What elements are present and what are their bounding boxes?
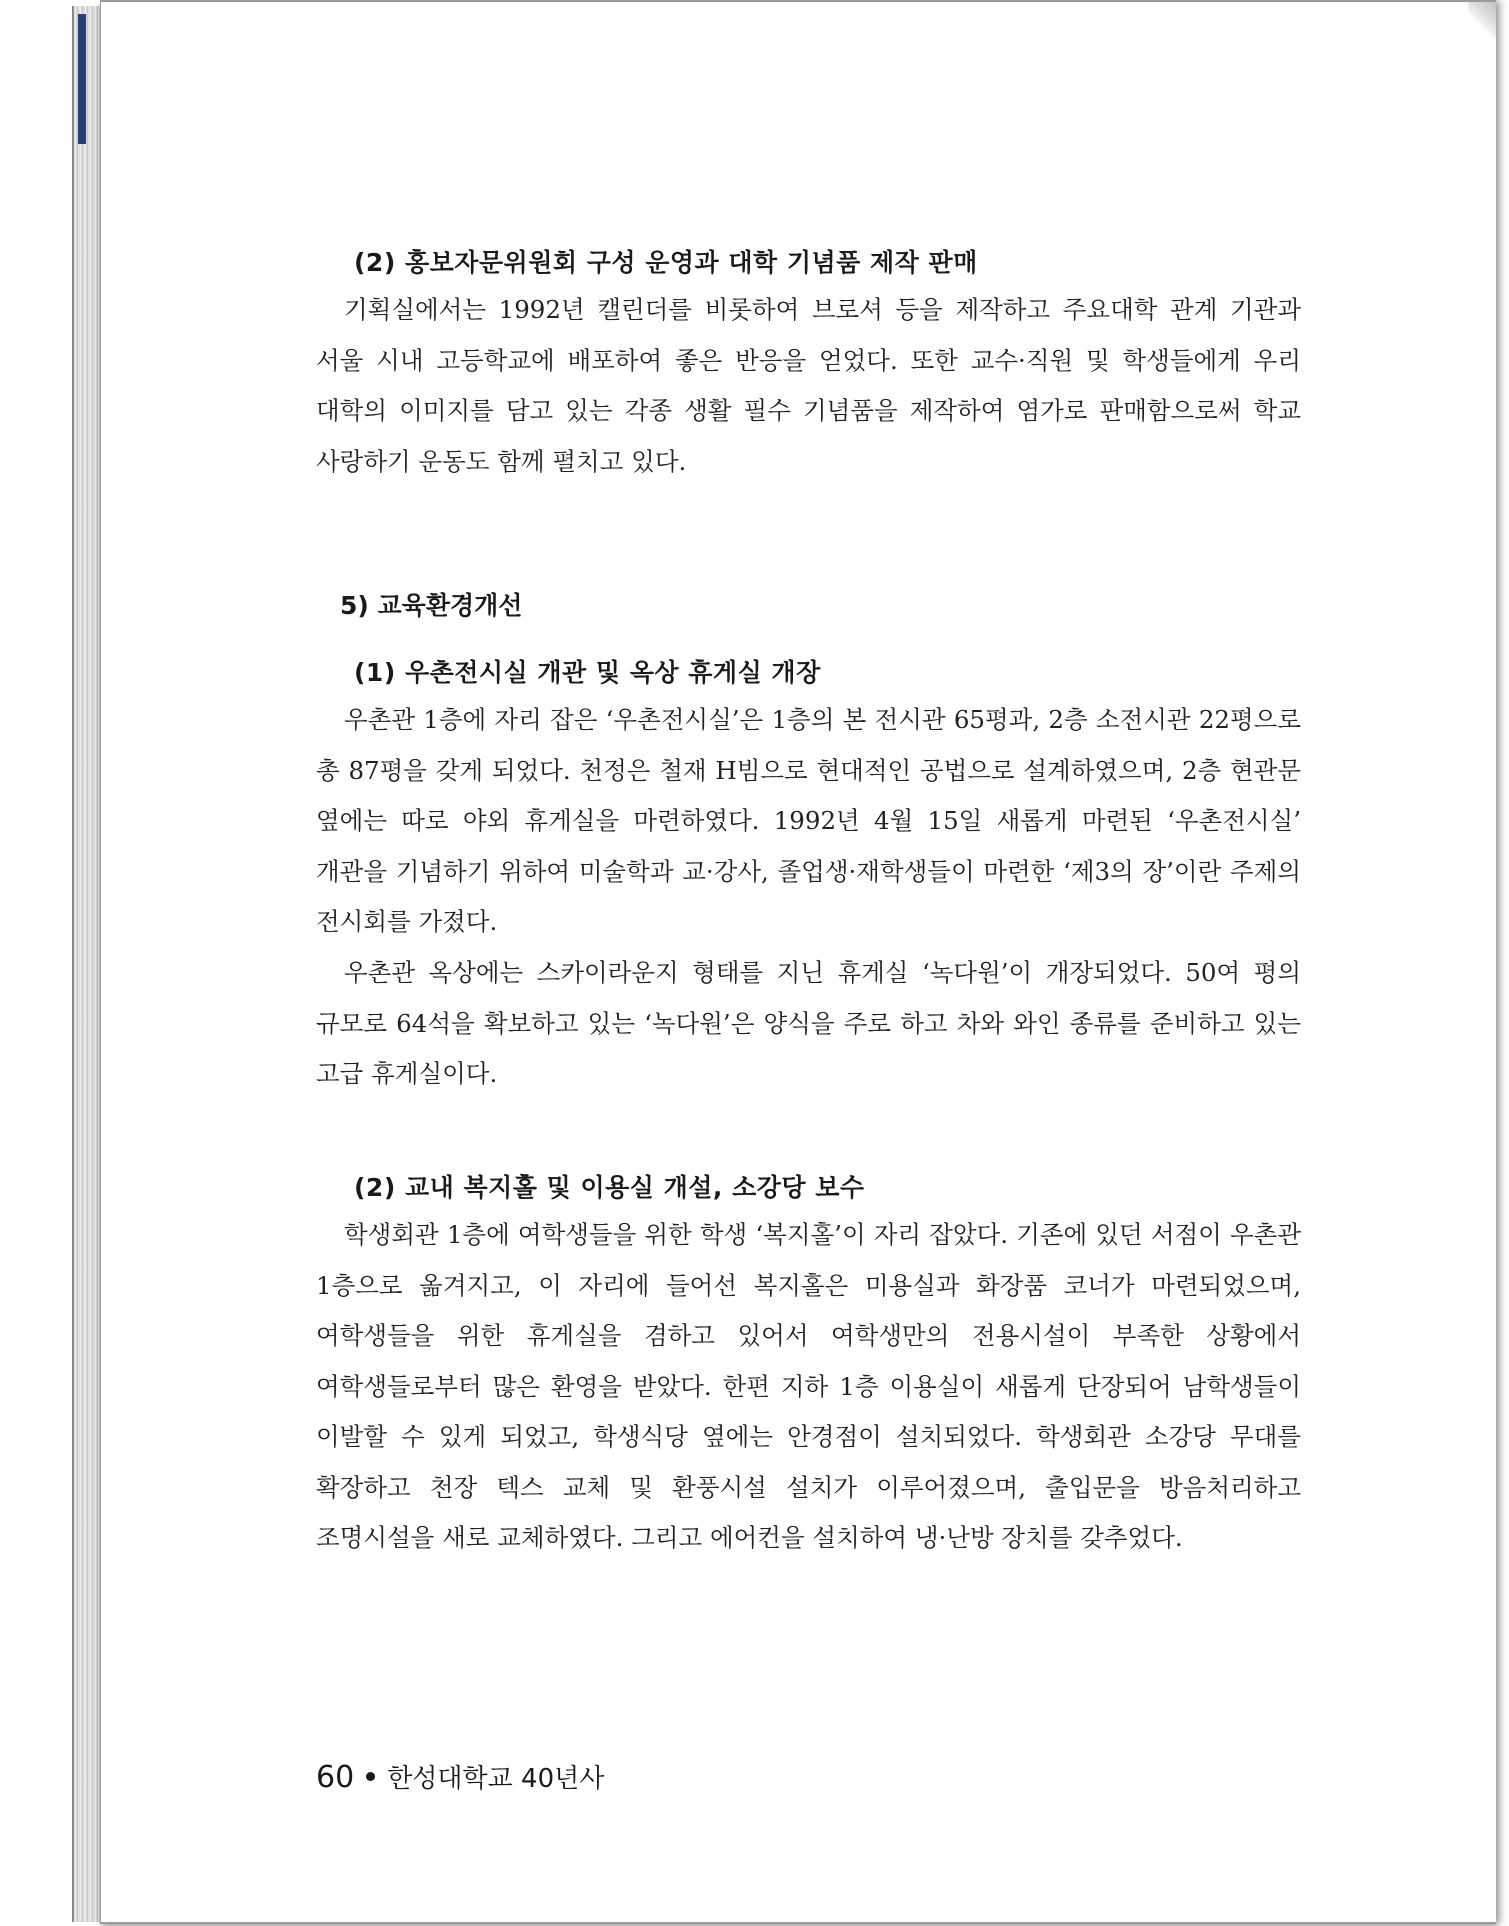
section-title-exhibition-hall: (1) 우촌전시실 개관 및 옥상 휴게실 개장 bbox=[354, 658, 821, 687]
page-footer bbox=[316, 1758, 604, 1795]
page-number: 60 bbox=[316, 1760, 355, 1795]
section-title-promotion: (2) 홍보자문위원회 구성 운영과 대학 기념품 제작 판매 bbox=[354, 248, 978, 277]
paragraph-welfare-hall: 학생회관 1층에 여학생들을 위한 학생 ‘복지홀’이 자리 잡았다. 기존에 있던 서점이 우촌관 1층으로 옮겨지고, 이 자리에 들어선 복지홀은 미용실과 화장품 코너가 마련되었으며, 여학생들을 위한 휴게실을 겸하고 있어서 여학생만의 전용시설이 부족한 상황에서 여학생들로부터 많은 환영을 받았다. 한편 지하 1층 이용실이 새롭게 단장되어 남학생들이 이발할 수 있게 되었고, 학생식당 옆에는 안경점이 설치되었다. 학생회관 소강당 무대를 확장하고 천장 텍스 교체 및 환풍시설 설치가 이루어졌으며, 출입문을 방음처리하고 조명시설을 새로 교체하였다. 그리고 에어컨을 설치하여 냉·난방 장치를 갖추었다. bbox=[316, 1220, 1301, 1552]
page-curl bbox=[1468, 2, 1496, 42]
book-spine-mark bbox=[78, 14, 86, 144]
paragraph-exhibition-hall: 우촌관 1층에 자리 잡은 ‘우촌전시실’은 1층의 본 전시관 65평과, 2층 소전시관 22평으로 총 87평을 갖게 되었다. 천정은 철재 H빔으로 현대적인 공법으로 설계하였으며, 2층 현관문 옆에는 따로 야외 휴게실을 마련하였다. 1992년 4월 15일 새롭게 마련된 ‘우촌전시실’ 개관을 기념하기 위하여 미술학과 교·강사, 졸업생·재학생들이 마련한 ‘제3의 장’이란 주제의 전시회를 가졌다. bbox=[316, 705, 1301, 936]
chapter-title-environment: 5) 교육환경개선 bbox=[340, 591, 523, 620]
section-title-welfare-hall: (2) 교내 복지홀 및 이용실 개설, 소강당 보수 bbox=[354, 1173, 865, 1202]
book-title: 한성대학교 40년사 bbox=[387, 1764, 605, 1794]
paragraph-rooftop-lounge: 우촌관 옥상에는 스카이라운지 형태를 지닌 휴게실 ‘녹다원’이 개장되었다. 50여 평의 규모로 64석을 확보하고 있는 ‘녹다원’은 양식을 주로 하고 차와 와인 종류를 준비하고 있는 고급 휴게실이다. bbox=[316, 958, 1301, 1088]
bullet-dot-icon bbox=[366, 1772, 375, 1781]
paragraph-promotion: 기획실에서는 1992년 캘린더를 비롯하여 브로셔 등을 제작하고 주요대학 관계 기관과 서울 시내 고등학교에 배포하여 좋은 반응을 얻었다. 또한 교수·직원 및 학생들에게 우리 대학의 이미지를 담고 있는 각종 생활 필수 기념품을 제작하여 염가로 판매함으로써 학교 사랑하기 운동도 함께 펼치고 있다. bbox=[316, 295, 1301, 476]
